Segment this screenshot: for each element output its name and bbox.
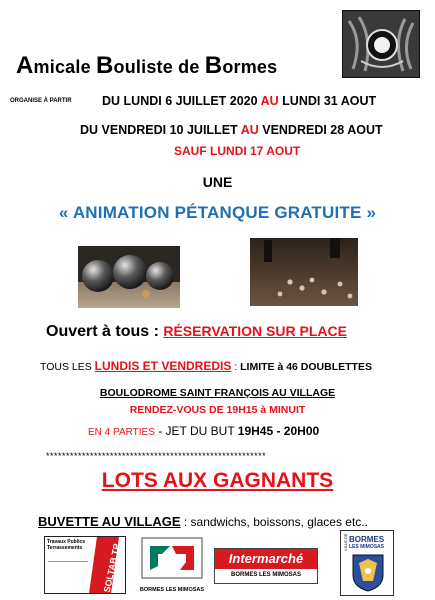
schedule-days: LUNDIS ET VENDREDIS — [94, 359, 232, 373]
une-label: UNE — [202, 174, 233, 190]
schedule-tous-les: TOUS LES — [40, 361, 95, 373]
sponsor-bormes-sub: LES MIMOSAS — [349, 544, 385, 550]
prizes-label: LOTS AUX GAGNANTS — [101, 469, 334, 492]
venue-rendezvous: RENDEZ-VOUS DE 19H15 à MINUIT — [129, 404, 306, 416]
date-line-1 — [102, 94, 376, 108]
date-line-2 — [80, 123, 383, 137]
date-line-2-start: DU VENDREDI 10 JUILLET — [80, 123, 238, 137]
title-cap-3: B — [204, 52, 223, 79]
bormes-shield-icon — [351, 553, 385, 593]
buvette-label: BUVETTE AU VILLAGE — [38, 514, 181, 529]
venue-jet-time: 19H45 - 20H00 — [237, 424, 320, 438]
date-line-1-join: AU — [260, 94, 279, 108]
title-cap-2: B — [96, 52, 114, 79]
organise-label: ORGANISE À PARTIR — [10, 98, 72, 104]
sponsor-bormes-name: BORMES — [349, 535, 385, 544]
boulodrome-players-photo-icon — [250, 238, 358, 306]
sponsor-intermarche-logo — [214, 548, 318, 584]
buvette-details: : sandwichs, boissons, glaces etc.. — [180, 515, 368, 529]
schedule-limit: LIMITE à 46 DOUBLETTES — [240, 361, 372, 373]
buvette-line — [38, 513, 368, 531]
exception-date: SAUF LUNDI 17 AOUT — [174, 144, 301, 158]
schedule-colon: : — [231, 361, 241, 373]
sponsor-soltab-address-block — [48, 561, 88, 591]
date-line-2-end: VENDREDI 28 AOUT — [262, 123, 383, 137]
reservation-label: RÉSERVATION SUR PLACE — [163, 323, 347, 339]
title-rest-2: ouliste de — [113, 57, 205, 77]
access-colon: : — [149, 323, 164, 340]
sponsor-soltab-logo — [44, 536, 126, 594]
sponsor-bormes-top: VILLE DE — [343, 533, 348, 551]
credit-agricole-icon — [136, 536, 208, 580]
date-line-1-end: LUNDI 31 AOUT — [282, 94, 377, 108]
sponsor-credit-agricole-caption: BORMES LES MIMOSAS — [139, 587, 205, 593]
petanque-balls-photo-icon — [78, 246, 180, 308]
sponsor-credit-agricole-logo — [136, 536, 208, 594]
open-label: Ouvert à tous — [46, 323, 150, 340]
venue-location: BOULODROME SAINT FRANÇOIS AU VILLAGE — [99, 387, 336, 399]
title-rest-3: ormes — [222, 57, 278, 77]
venue-jet-label: - JET DU BUT — [154, 424, 238, 438]
title-rest-1: micale — [33, 57, 96, 77]
schedule-line — [40, 359, 372, 373]
event-name: « ANIMATION PÉTANQUE GRATUITE » — [58, 203, 377, 222]
star-divider: ******************************************************* — [46, 451, 267, 461]
sponsor-bormes-logo — [340, 530, 394, 596]
sponsor-soltab-title: Travaux Publics Terrassements — [47, 539, 86, 551]
venue-parties: EN 4 PARTIES — [88, 427, 155, 438]
date-line-1-start: DU LUNDI 6 JUILLET 2020 — [102, 94, 258, 108]
sponsor-intermarche-name: Intermarché — [215, 549, 317, 569]
access-line — [46, 323, 347, 341]
sponsor-soltab-name: SOLTAB TP — [101, 542, 122, 594]
venue-parties-line — [88, 422, 319, 440]
petanque-club-emblem-icon — [342, 10, 420, 78]
date-line-2-join: AU — [240, 123, 259, 137]
title-cap-1: A — [16, 52, 34, 79]
club-title — [16, 52, 277, 80]
sponsor-intermarche-caption: BORMES LES MIMOSAS — [230, 572, 301, 578]
